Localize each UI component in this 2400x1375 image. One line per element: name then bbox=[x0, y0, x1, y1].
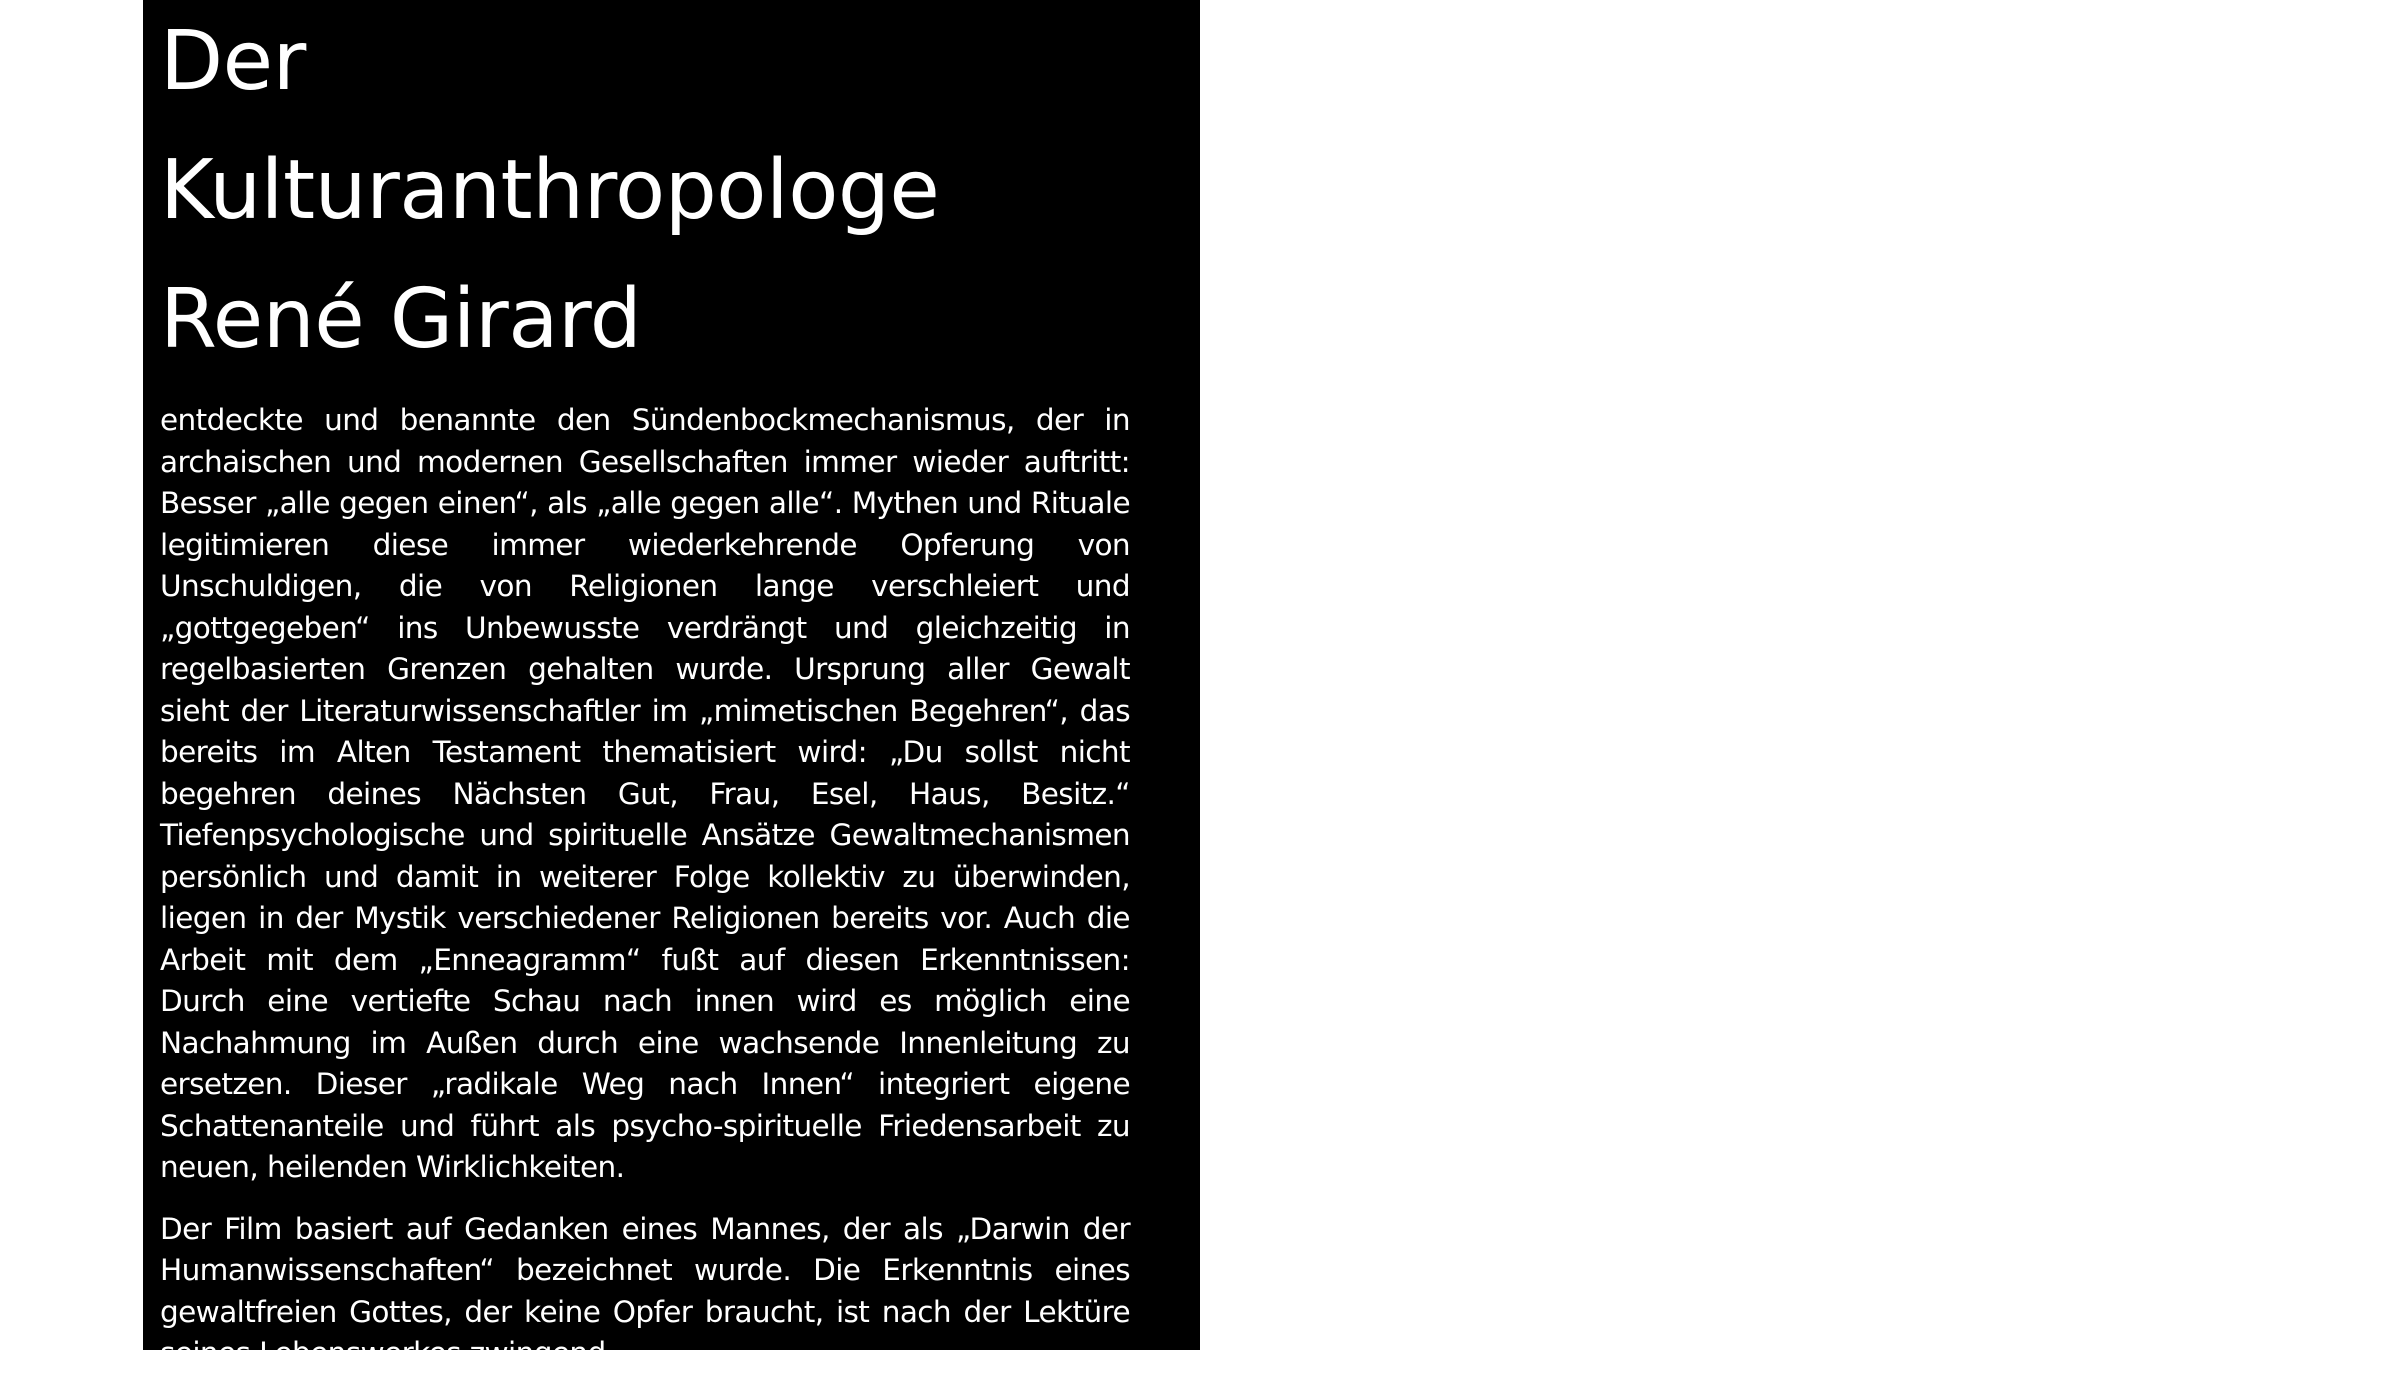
paragraph-2: Der Film basiert auf Gedanken eines Mannes, der als „Darwin der Humanwissenschaften“ bezeichnet wurde. Die Erkenntnis eines gewaltfreien Gottes, der keine Opfer braucht, ist nach der Lektüre seines Lebenswerkes zwingend. bbox=[160, 1211, 1130, 1370]
title-line-1: Der bbox=[160, 14, 306, 109]
document-title bbox=[160, 0, 1130, 376]
paragraph-1: entdeckte und benannte den Sündenbockmechanismus, der in archaischen und modernen Gesellschaften immer wieder auftritt: Besser „alle gegen einen“, als „alle gegen alle“. Mythen und Rituale legitimieren diese immer wiederkehrende Opferung von Unschuldigen, die von Religionen lange verschleiert und „gottgegeben“ ins Unbewusste verdrängt und gleichzeitig in regelbasierten Grenzen gehalten wurde. Ursprung aller Gewalt sieht der Literaturwissenschaftler im „mimetischen Begehren“, das bereits im Alten Testament thematisiert wird: „Du sollst nicht begehren deines Nächsten Gut, Frau, Esel, Haus, Besitz.“ Tiefenpsychologische und spirituelle Ansätze Gewaltmechanismen persönlich und damit in weiterer Folge kollektiv zu überwinden, liegen in der Mystik verschiedener Religionen bereits vor. Auch die Arbeit mit dem „Enneagramm“ fußt auf diesen Erkenntnissen: Durch eine vertiefte Schau nach innen wird es möglich eine Nachahmung im Außen durch eine wachsende Innenleitung zu ersetzen. Dieser „radikale Weg nach Innen“ integriert eigene Schattenanteile und führt als psycho-spirituelle Friedensarbeit zu neuen, heilenden Wirklichkeiten. bbox=[160, 403, 1130, 1184]
title-line-2: Kulturanthropologe bbox=[160, 143, 940, 238]
text-panel bbox=[143, 0, 1200, 1370]
title-line-3: René Girard bbox=[160, 272, 642, 367]
